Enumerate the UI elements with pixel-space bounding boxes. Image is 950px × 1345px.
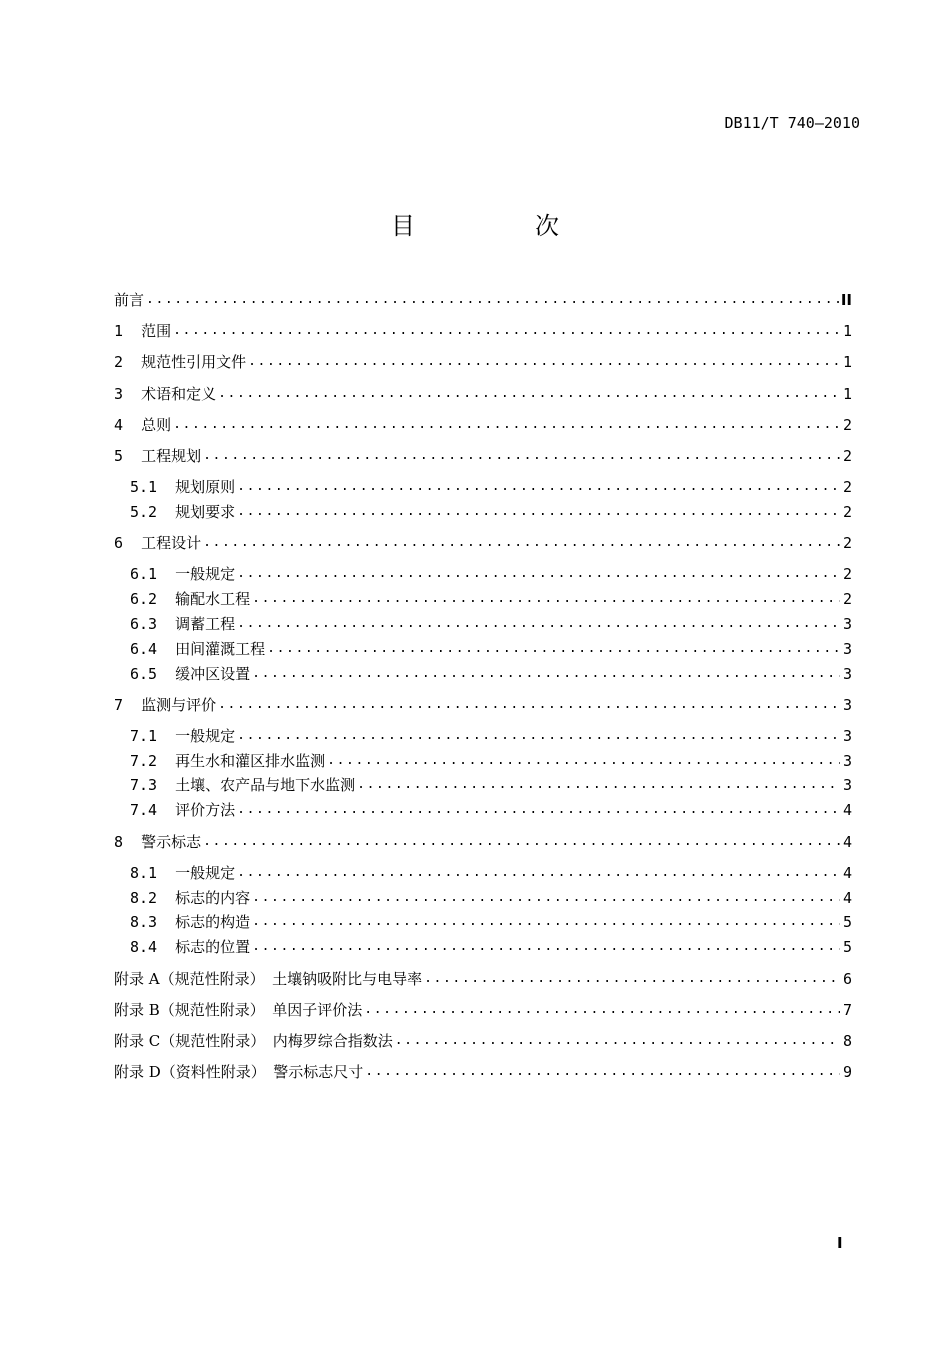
- toc-entry[interactable]: [114, 967, 852, 989]
- toc-entry-page: 3: [842, 752, 852, 770]
- toc-entry-number: 6.3: [130, 615, 176, 633]
- toc-entry-page: 2: [842, 478, 852, 496]
- toc-entry-number: 7: [114, 696, 142, 714]
- toc-dot-leader: [248, 352, 840, 372]
- toc-entry-page: 2: [842, 534, 852, 552]
- toc-entry-page: 2: [842, 590, 852, 608]
- toc-entry-label: 范围: [141, 322, 172, 340]
- toc-dot-leader: [327, 751, 840, 771]
- toc-dot-leader: [365, 1062, 840, 1082]
- toc-entry[interactable]: [130, 724, 852, 746]
- toc-entry-number: 6.5: [130, 665, 176, 683]
- toc-entry[interactable]: [130, 935, 852, 957]
- toc-entry-label: 一般规定: [175, 864, 236, 882]
- toc-entry[interactable]: [130, 773, 852, 795]
- toc-entry[interactable]: [114, 350, 852, 372]
- toc-entry-page: 7: [842, 1001, 852, 1019]
- toc-entry-page: 2: [842, 447, 852, 465]
- toc-entry[interactable]: [114, 382, 852, 404]
- toc-entry[interactable]: [114, 998, 852, 1020]
- toc-dot-leader: [203, 446, 840, 466]
- toc-entry-page: 2: [842, 503, 852, 521]
- toc-entry-number: 8: [114, 833, 142, 851]
- document-code: DB11/T 740—2010: [724, 114, 860, 132]
- toc-dot-leader: [252, 664, 840, 684]
- toc-entry-page: 2: [842, 416, 852, 434]
- toc-entry[interactable]: [130, 662, 852, 684]
- toc-entry-label: 标志的构造: [175, 913, 251, 931]
- toc-entry-page: 4: [842, 864, 852, 882]
- toc-entry-number: 5.1: [130, 478, 176, 496]
- toc-entry-number: 7.3: [130, 776, 176, 794]
- toc-entry-page: 3: [842, 776, 852, 794]
- toc-dot-leader: [218, 695, 840, 715]
- toc-entry-page: 2: [842, 565, 852, 583]
- toc-dot-leader: [252, 589, 840, 609]
- toc-dot-leader: [252, 912, 840, 932]
- toc-dot-leader: [237, 564, 840, 584]
- toc-entry[interactable]: [130, 587, 852, 609]
- toc-entry[interactable]: [114, 830, 852, 852]
- toc-entry-label: 调蓄工程: [175, 615, 236, 633]
- toc-entry-page: 3: [842, 615, 852, 633]
- toc-entry-number: 8.2: [130, 889, 176, 907]
- toc-entry-page: 5: [842, 938, 852, 956]
- toc-entry-number: 6.2: [130, 590, 176, 608]
- toc-entry[interactable]: [114, 531, 852, 553]
- toc-entry[interactable]: [130, 886, 852, 908]
- page-number: I: [837, 1234, 843, 1252]
- toc-entry-number: 5: [114, 447, 142, 465]
- toc-entry-page: 4: [842, 889, 852, 907]
- toc-entry[interactable]: [114, 288, 852, 310]
- toc-entry-number: 7.1: [130, 727, 176, 745]
- toc-entry[interactable]: [130, 612, 852, 634]
- toc-entry-label: 规划原则: [175, 478, 236, 496]
- toc-entry-label: 附录 B（规范性附录） 单因子评价法: [114, 1001, 363, 1019]
- toc-entry-label: 前言: [114, 291, 145, 309]
- toc-entry-page: 6: [842, 970, 852, 988]
- toc-entry-label: 一般规定: [175, 727, 236, 745]
- toc-entry-label: 田间灌溉工程: [175, 640, 266, 658]
- toc-entry[interactable]: [114, 413, 852, 435]
- toc-entry-number: 6: [114, 534, 142, 552]
- toc-entry-label: 监测与评价: [141, 696, 217, 714]
- toc-entry-page: 9: [842, 1063, 852, 1081]
- toc-entry[interactable]: [130, 910, 852, 932]
- toc-entry[interactable]: [114, 444, 852, 466]
- toc-entry-label: 规范性引用文件: [141, 353, 247, 371]
- toc-entry-page: 8: [842, 1032, 852, 1050]
- toc-entry[interactable]: [130, 637, 852, 659]
- toc-dot-leader: [218, 384, 840, 404]
- toc-entry-number: 8.1: [130, 864, 176, 882]
- toc-entry-label: 缓冲区设置: [175, 665, 251, 683]
- toc-entry[interactable]: [114, 693, 852, 715]
- toc-entry-number: 3: [114, 385, 142, 403]
- toc-dot-leader: [203, 533, 840, 553]
- toc-entry-page: 3: [842, 696, 852, 714]
- toc-entry-label: 规划要求: [175, 503, 236, 521]
- toc-entry-number: 4: [114, 416, 142, 434]
- toc-entry-page: II: [840, 291, 852, 309]
- toc-entry-page: 3: [842, 665, 852, 683]
- toc-entry-number: 5.2: [130, 503, 176, 521]
- toc-entry-number: 2: [114, 353, 142, 371]
- toc-dot-leader: [357, 775, 840, 795]
- toc-entry-page: 4: [842, 833, 852, 851]
- toc-entry[interactable]: [130, 798, 852, 820]
- toc-entry-number: 7.4: [130, 801, 176, 819]
- toc-entry-label: 附录 C（规范性附录） 内梅罗综合指数法: [114, 1032, 393, 1050]
- toc-entry-number: 8.4: [130, 938, 176, 956]
- toc-entry-number: 1: [114, 322, 142, 340]
- toc-entry-page: 1: [842, 322, 852, 340]
- toc-dot-leader: [173, 321, 840, 341]
- toc-entry-label: 总则: [141, 416, 172, 434]
- toc-entry-label: 标志的内容: [175, 889, 251, 907]
- toc-entry[interactable]: [114, 1060, 852, 1082]
- toc-entry-label: 工程设计: [141, 534, 202, 552]
- toc-entry[interactable]: [130, 562, 852, 584]
- toc-entry[interactable]: [114, 1029, 852, 1051]
- toc-entry-label: 一般规定: [175, 565, 236, 583]
- toc-dot-leader: [146, 290, 839, 310]
- toc-entry-label: 工程规划: [141, 447, 202, 465]
- toc-entry-label: 土壤、农产品与地下水监测: [175, 776, 356, 794]
- toc-dot-leader: [237, 502, 840, 522]
- toc-entry-label: 再生水和灌区排水监测: [175, 752, 326, 770]
- toc-dot-leader: [237, 863, 840, 883]
- toc-entry-label: 输配水工程: [175, 590, 251, 608]
- toc-entry-label: 警示标志: [141, 833, 202, 851]
- toc-entry[interactable]: [130, 749, 852, 771]
- toc-entry-label: 标志的位置: [175, 938, 251, 956]
- toc-entry-number: 6.1: [130, 565, 176, 583]
- toc-entry-label: 附录 A（规范性附录） 土壤钠吸附比与电导率: [114, 970, 423, 988]
- toc-dot-leader: [364, 1000, 840, 1020]
- toc-dot-leader: [173, 415, 840, 435]
- toc-dot-leader: [237, 477, 840, 497]
- toc-dot-leader: [237, 614, 840, 634]
- toc-dot-leader: [252, 888, 840, 908]
- toc-dot-leader: [237, 726, 840, 746]
- toc-entry-page: 1: [842, 385, 852, 403]
- toc-entry-number: 6.4: [130, 640, 176, 658]
- toc-dot-leader: [395, 1031, 840, 1051]
- toc-entry[interactable]: [130, 861, 852, 883]
- toc-dot-leader: [424, 969, 840, 989]
- toc-entry-page: 1: [842, 353, 852, 371]
- toc-entry-label: 评价方法: [175, 801, 236, 819]
- toc-entry-number: 7.2: [130, 752, 176, 770]
- toc-entry-page: 3: [842, 727, 852, 745]
- toc-dot-leader: [252, 937, 840, 957]
- toc-entry[interactable]: [130, 500, 852, 522]
- toc-dot-leader: [203, 832, 840, 852]
- toc-dot-leader: [237, 800, 840, 820]
- toc-entry-page: 3: [842, 640, 852, 658]
- toc-entry[interactable]: [114, 319, 852, 341]
- toc-entry-label: 术语和定义: [141, 385, 217, 403]
- toc-entry-page: 5: [842, 913, 852, 931]
- toc-entry[interactable]: [130, 475, 852, 497]
- toc-entry-number: 8.3: [130, 913, 176, 931]
- toc-dot-leader: [267, 639, 840, 659]
- toc-entry-page: 4: [842, 801, 852, 819]
- toc-entry-label: 附录 D（资料性附录） 警示标志尺寸: [114, 1063, 364, 1081]
- toc-title: 目 次: [391, 212, 607, 240]
